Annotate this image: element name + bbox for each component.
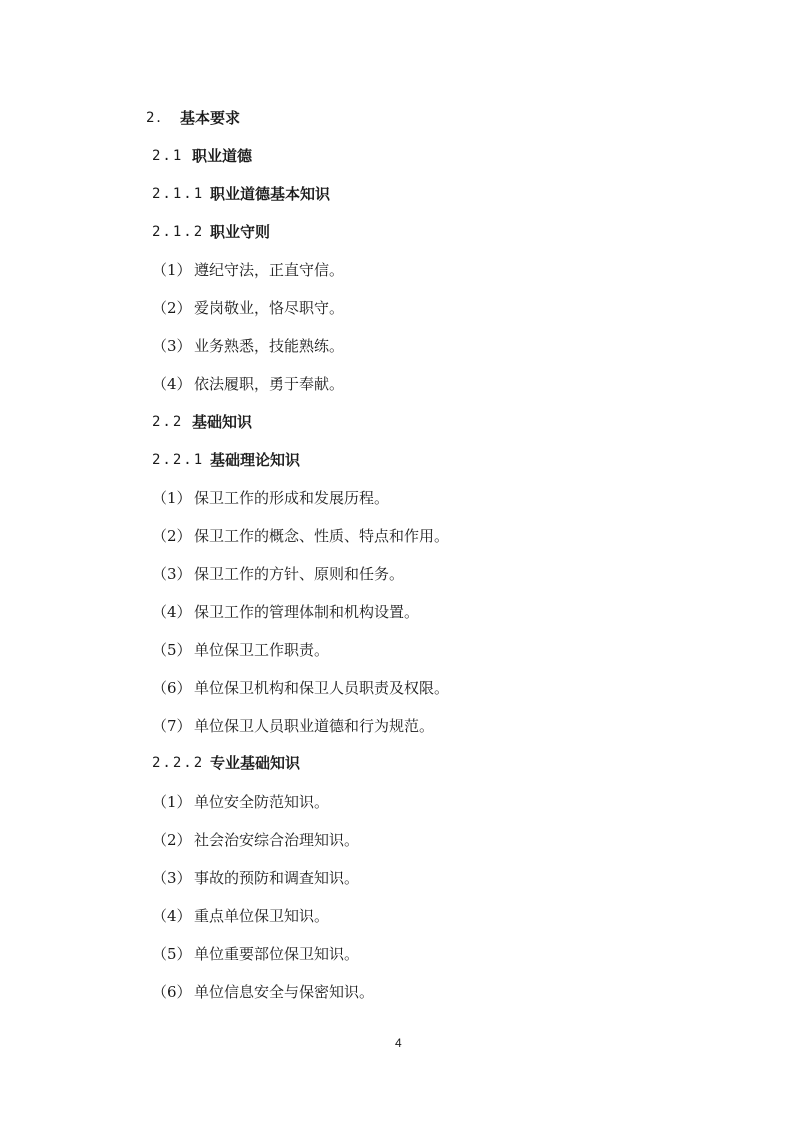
section-number: 2． xyxy=(146,110,173,126)
item-number: （3） xyxy=(152,565,192,583)
item-number: （2） xyxy=(152,527,192,545)
item-number: （3） xyxy=(152,869,192,887)
section-title: 专业基础知识 xyxy=(210,754,301,772)
item-text: 保卫工作的形成和发展历程。 xyxy=(194,489,390,507)
item-text: 单位保卫工作职责。 xyxy=(194,641,330,659)
item-number: （1） xyxy=(152,261,192,279)
section-number: 2.2.2 xyxy=(152,755,205,771)
item-text: 业务熟悉，技能熟练。 xyxy=(194,337,345,355)
item-number: （6） xyxy=(152,983,192,1001)
item-number: （2） xyxy=(152,299,192,317)
section-title: 基础理论知识 xyxy=(210,451,301,469)
section-number: 2.1.1 xyxy=(152,186,205,202)
item-number: （3） xyxy=(152,337,192,355)
item-text: 保卫工作的方针、原则和任务。 xyxy=(194,565,405,583)
item-text: 单位安全防范知识。 xyxy=(194,793,330,811)
item-number: （1） xyxy=(152,489,192,507)
section-title: 基本要求 xyxy=(180,109,241,127)
section-number: 2.2.1 xyxy=(152,452,205,468)
section-title: 职业道德基本知识 xyxy=(210,185,331,203)
item-text: 单位保卫机构和保卫人员职责及权限。 xyxy=(194,679,450,697)
item-number: （2） xyxy=(152,831,192,849)
item-text: 保卫工作的概念、性质、特点和作用。 xyxy=(194,527,450,545)
item-text: 爱岗敬业，恪尽职守。 xyxy=(194,299,345,317)
item-number: （1） xyxy=(152,793,192,811)
item-number: （6） xyxy=(152,679,192,697)
item-text: 单位保卫人员职业道德和行为规范。 xyxy=(194,717,435,735)
item-number: （4） xyxy=(152,375,192,393)
item-text: 社会治安综合治理知识。 xyxy=(194,831,360,849)
item-text: 保卫工作的管理体制和机构设置。 xyxy=(194,603,420,621)
item-text: 依法履职，勇于奉献。 xyxy=(194,375,345,393)
item-text: 遵纪守法，正直守信。 xyxy=(194,261,345,279)
item-text: 重点单位保卫知识。 xyxy=(194,907,330,925)
item-number: （4） xyxy=(152,907,192,925)
item-text: 单位重要部位保卫知识。 xyxy=(194,945,360,963)
section-title: 职业守则 xyxy=(210,223,271,241)
item-text: 单位信息安全与保密知识。 xyxy=(194,983,375,1001)
section-number: 2.1 xyxy=(152,148,184,164)
section-title: 职业道德 xyxy=(192,147,253,165)
item-number: （5） xyxy=(152,641,192,659)
section-number: 2.1.2 xyxy=(152,224,205,240)
page-number: 4 xyxy=(395,1036,402,1050)
item-number: （7） xyxy=(152,717,192,735)
section-number: 2.2 xyxy=(152,414,184,430)
item-number: （5） xyxy=(152,945,192,963)
section-title: 基础知识 xyxy=(192,413,253,431)
item-number: （4） xyxy=(152,603,192,621)
item-text: 事故的预防和调查知识。 xyxy=(194,869,360,887)
